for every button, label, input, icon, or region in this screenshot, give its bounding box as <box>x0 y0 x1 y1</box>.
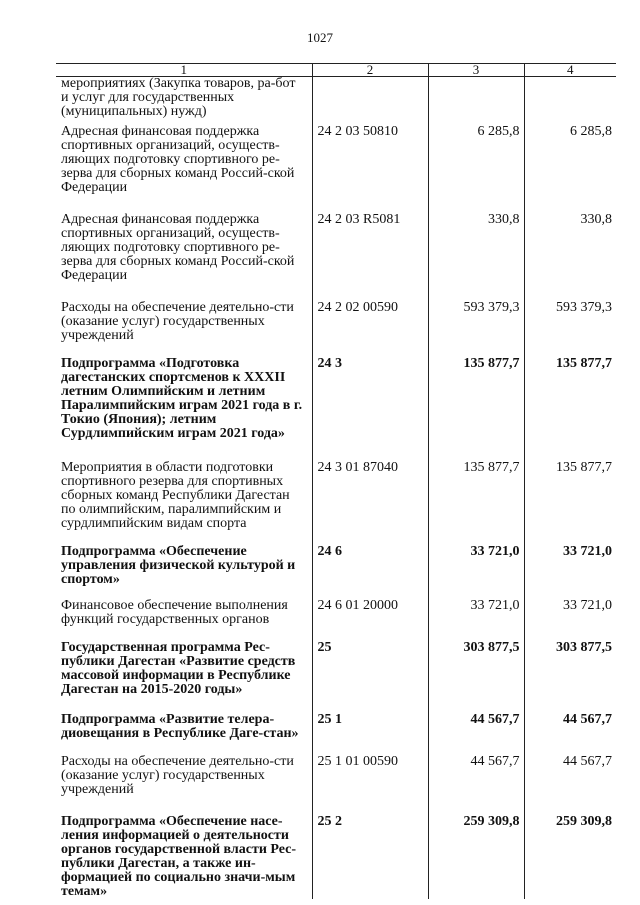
row-code: 25 1 01 00590 <box>312 755 428 815</box>
row-code: 24 6 01 20000 <box>312 599 428 641</box>
row-value-col3: 135 877,7 <box>428 461 524 545</box>
table-row <box>56 815 616 899</box>
row-value-col3: 33 721,0 <box>428 599 524 641</box>
column-header-1: 1 <box>56 64 312 77</box>
table-row <box>56 545 616 599</box>
row-code: 24 3 <box>312 357 428 461</box>
table-row <box>56 641 616 713</box>
row-value-col3: 44 567,7 <box>428 713 524 755</box>
row-value-col4: 6 285,8 <box>524 125 616 213</box>
row-code: 24 3 01 87040 <box>312 461 428 545</box>
table-row <box>56 461 616 545</box>
row-code: 24 6 <box>312 545 428 599</box>
table-row <box>56 713 616 755</box>
table-row <box>56 125 616 213</box>
row-name: Расходы на обеспечение деятельно-сти (оказание услуг) государственных учреждений <box>61 754 294 797</box>
page-number: 1027 <box>307 30 333 45</box>
row-value-col4: 259 309,8 <box>524 815 616 899</box>
table-row <box>56 213 616 301</box>
table-row <box>56 301 616 357</box>
row-value-col3: 330,8 <box>428 213 524 301</box>
table-row <box>56 357 616 461</box>
row-value-col3: 44 567,7 <box>428 755 524 815</box>
row-name: Подпрограмма «Обеспечение насе-ления информацией о деятельности органов государственной власти Рес-публики Дагестан, а также ин-формацией по социально значи-мым темам» <box>61 814 297 899</box>
row-value-col4: 135 877,7 <box>524 461 616 545</box>
row-value-col4: 33 721,0 <box>524 545 616 599</box>
row-code: 25 <box>312 641 428 713</box>
row-name: Финансовое обеспечение выполнения функций государственных органов <box>61 598 288 627</box>
budget-table <box>56 63 616 899</box>
row-value-col4: 330,8 <box>524 213 616 301</box>
row-code: 25 2 <box>312 815 428 899</box>
row-name: Мероприятия в области подготовки спортивного резерва для спортивных сборных команд Республики Дагестан по олимпийским, паралимпийским и сурдлимпийским видам спорта <box>61 460 290 531</box>
row-value-col4: 135 877,7 <box>524 357 616 461</box>
row-code: 25 1 <box>312 713 428 755</box>
row-code <box>312 77 428 126</box>
column-header-4: 4 <box>524 64 616 77</box>
row-name: Адресная финансовая поддержка спортивных организаций, осуществ-ляющих подготовку спортивного ре-зерва для сборных команд Россий-ской Федерации <box>61 124 295 195</box>
table-row <box>56 599 616 641</box>
row-name: Подпрограмма «Подготовка дагестанских спортсменов к XXXII летним Олимпийским и летним Паралимпийским играм 2021 года в г. Токио (Япония); летним Сурдлимпийским играм 2021 года» <box>61 356 303 441</box>
row-value-col3: 6 285,8 <box>428 125 524 213</box>
row-value-col3: 259 309,8 <box>428 815 524 899</box>
table-row <box>56 755 616 815</box>
row-code: 24 2 03 R5081 <box>312 213 428 301</box>
row-value-col4: 593 379,3 <box>524 301 616 357</box>
row-value-col4 <box>524 77 616 126</box>
table-body <box>56 77 616 900</box>
row-value-col3: 303 877,5 <box>428 641 524 713</box>
table-row <box>56 77 616 126</box>
column-header-3: 3 <box>428 64 524 77</box>
row-code: 24 2 02 00590 <box>312 301 428 357</box>
column-header-2: 2 <box>312 64 428 77</box>
row-value-col4: 44 567,7 <box>524 713 616 755</box>
row-value-col3 <box>428 77 524 126</box>
row-name: Подпрограмма «Развитие телера-диовещания в Республике Даге-стан» <box>61 712 299 741</box>
row-name: мероприятиях (Закупка товаров, ра-бот и услуг для государственных (муниципальных) нужд) <box>61 76 296 119</box>
row-value-col4: 303 877,5 <box>524 641 616 713</box>
row-code: 24 2 03 50810 <box>312 125 428 213</box>
row-value-col4: 33 721,0 <box>524 599 616 641</box>
row-value-col3: 33 721,0 <box>428 545 524 599</box>
table-header-row <box>56 64 616 77</box>
row-name: Подпрограмма «Обеспечение управления физической культурой и спортом» <box>61 544 296 587</box>
row-name: Расходы на обеспечение деятельно-сти (оказание услуг) государственных учреждений <box>61 300 294 343</box>
row-value-col3: 135 877,7 <box>428 357 524 461</box>
row-name: Государственная программа Рес-публики Дагестан «Развитие средств массовой информации в Республике Дагестан на 2015-2020 годы» <box>61 640 296 697</box>
row-name: Адресная финансовая поддержка спортивных организаций, осуществ-ляющих подготовку спортивного ре-зерва для сборных команд Россий-ской Федерации <box>61 212 295 283</box>
row-value-col4: 44 567,7 <box>524 755 616 815</box>
row-value-col3: 593 379,3 <box>428 301 524 357</box>
